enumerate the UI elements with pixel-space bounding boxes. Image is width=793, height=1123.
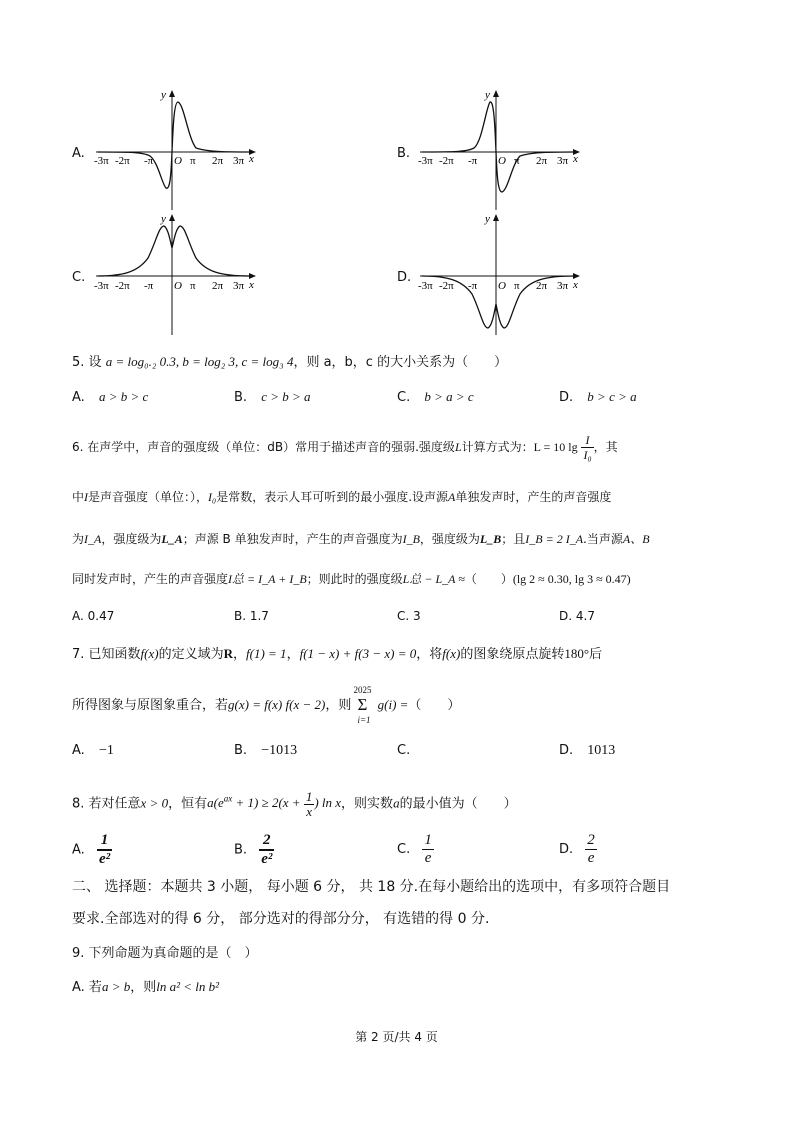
text: ， (233, 647, 247, 662)
var-IB: I_B (402, 532, 420, 546)
hint: (lg 2 ≈ 0.30, lg 3 ≈ 0.47) (512, 572, 631, 586)
origin-label: O (498, 155, 506, 167)
tick-neg2: -2π (439, 280, 454, 292)
var-L: L (454, 440, 462, 454)
option-label: B. (234, 842, 248, 858)
text: ，将 (416, 647, 443, 662)
text: 的图象绕原点旋转 (460, 647, 565, 662)
tick-neg3: -3π (418, 280, 433, 292)
text: 6. 在声学中，声音的强度级（单位：dB）常用于描述声音的强弱.强度级 (72, 440, 455, 454)
text: 中 (72, 490, 85, 504)
var-A: A (448, 490, 456, 504)
text: A. 若 (72, 980, 102, 995)
y-label: y (161, 213, 166, 225)
x-label: x (249, 153, 254, 165)
y-arrow (169, 90, 175, 97)
page-footer: 第 2 页/共 4 页 (355, 1030, 438, 1044)
degree: 180° (564, 646, 590, 661)
text: ，则 (325, 698, 352, 713)
var-a: a (393, 795, 400, 811)
curve (98, 226, 250, 276)
graph-d-label: D. (397, 270, 412, 285)
q8-stem (72, 790, 517, 819)
tick-pos2: 2π (536, 155, 548, 167)
y-label: y (485, 89, 490, 101)
expr: f(1 − x) + f(3 − x) = 0 (299, 646, 417, 661)
text: 计算方式为： (461, 440, 534, 454)
q6-line4 (72, 570, 631, 587)
q7-option-c[interactable] (397, 743, 420, 759)
tick-pos3: 3π (233, 155, 245, 167)
text: ；且 (501, 532, 526, 546)
q6-line1 (72, 433, 618, 462)
q8-option-a[interactable] (72, 832, 112, 868)
formula-lhs: L = 10 lg (533, 440, 578, 454)
text: ， (286, 647, 300, 662)
frac-den: e² (98, 851, 111, 867)
option-label: A. (72, 743, 85, 758)
expr-total: I总 = I_A + I_B (228, 572, 307, 586)
option-text: b > c > a (587, 389, 637, 404)
formula-fraction (581, 433, 593, 462)
expr: ln a² < ln b² (156, 979, 220, 994)
q7-line2 (72, 684, 461, 725)
tick-neg1: -π (144, 155, 154, 167)
option-label: B. (234, 743, 248, 758)
q7-option-b[interactable] (234, 743, 297, 759)
text: 所得图象与原图象重合，若 (72, 698, 229, 713)
ineq-part: + 1) ≥ 2(x + (235, 795, 301, 811)
graph-c-label: C. (72, 270, 86, 285)
graph-c (88, 210, 268, 338)
condition: a > b (101, 979, 131, 994)
text: 7. 已知函数 (72, 647, 141, 662)
q8-option-d[interactable] (559, 832, 597, 867)
option-label: D. (559, 842, 574, 857)
var-IA: I_A (84, 532, 102, 546)
sum-body: g(i) = (377, 697, 409, 712)
text: 后 (589, 647, 603, 662)
text: ，强度级为 (419, 532, 480, 546)
y-arrow (493, 214, 499, 221)
tick-neg1: -π (468, 280, 478, 292)
q6-option-b[interactable]: B. 1.7 (234, 609, 269, 623)
set-R: R (223, 646, 233, 661)
q7-option-a[interactable] (72, 743, 114, 759)
graph-b-label: B. (397, 146, 411, 161)
inequality (207, 789, 342, 819)
q5-option-c[interactable] (397, 389, 474, 405)
y-arrow (493, 90, 499, 97)
frac-den: e (424, 850, 432, 866)
tick-neg2: -2π (115, 155, 130, 167)
text: （ ） (464, 572, 513, 586)
q8-option-c[interactable] (397, 832, 434, 867)
curve (98, 102, 250, 188)
tick-neg1: -π (144, 280, 154, 292)
option-fraction (259, 832, 274, 868)
tick-neg3: -3π (418, 155, 433, 167)
option-label: C. (397, 743, 411, 758)
tick-neg1: -π (468, 155, 478, 167)
frac-num: 2 (259, 832, 274, 851)
tick-pos1: π (514, 155, 520, 167)
tick-pos2: 2π (212, 280, 224, 292)
frac-den: e² (261, 851, 273, 867)
text: （ ） (408, 698, 461, 713)
q9-stem: 9. 下列命题为真命题的是（ ） (72, 946, 258, 961)
frac-num: 2 (587, 832, 595, 848)
var-AB: A、B (622, 532, 650, 546)
text: ；则此时的强度级 (306, 572, 403, 586)
frac-num: 1 (424, 832, 432, 848)
option-text: 1013 (587, 743, 616, 758)
x-label: x (249, 279, 254, 291)
origin-label: O (174, 280, 182, 292)
sum-bottom: i=1 (357, 714, 371, 725)
relation: I_B = 2 I_A (525, 532, 584, 546)
q7-line1 (72, 643, 602, 662)
curve (422, 102, 574, 192)
ineq-part: ) ln x (314, 795, 342, 811)
tick-pos1: π (190, 280, 196, 292)
option-fraction (97, 832, 112, 868)
q9-option-a[interactable] (72, 976, 219, 995)
option-text: b > a > c (424, 389, 474, 404)
frac-den: I₀ (583, 448, 592, 462)
text: 是常数，表示人耳可听到的最小强度.设声源 (216, 490, 449, 504)
y-label: y (485, 213, 490, 225)
origin-label: O (174, 155, 182, 167)
option-label: C. (397, 842, 411, 857)
text: 的最小值为（ ） (399, 796, 517, 812)
origin-label: O (498, 280, 506, 292)
text: ；声源 B 单独发声时，产生的声音强度为 (182, 532, 403, 546)
option-fraction (422, 832, 434, 867)
tick-neg3: -3π (94, 155, 109, 167)
sum-symbol: 2025 Σ i=1 (353, 684, 372, 725)
option-label: A. (72, 842, 85, 858)
q5-expr: a = log₀.₂ 0.3, b = log₂ 3, c = log₃ 4 (105, 354, 294, 369)
sum-top: 2025 (353, 684, 372, 695)
expr: f(1) = 1 (246, 646, 287, 661)
frac-num: 1 (97, 832, 112, 851)
option-fraction (585, 832, 597, 867)
expr: g(x) = f(x) f(x − 2) (228, 697, 326, 712)
expr-diff: L总 − L_A ≈ (402, 572, 465, 586)
option-text: −1013 (261, 743, 298, 758)
ineq-sup: ax (223, 794, 233, 805)
x-label: x (573, 153, 578, 165)
q5-option-d[interactable] (559, 389, 637, 405)
option-text: c > b > a (261, 389, 311, 404)
text: 为 (72, 532, 85, 546)
expr: f(x) (140, 646, 159, 661)
tick-pos2: 2π (536, 280, 548, 292)
q5-option-a[interactable] (72, 389, 148, 405)
option-label: C. (397, 390, 411, 405)
text: ，强度级为 (101, 532, 162, 546)
q5-tail: ，则 a，b，c 的大小关系为（ ） (293, 355, 508, 370)
var-LB: L_B (479, 532, 502, 546)
expr: f(x) (442, 646, 461, 661)
graph-d (412, 210, 592, 338)
condition: x > 0 (140, 795, 169, 811)
ineq-part: a(e (207, 795, 224, 811)
tick-neg2: -2π (115, 280, 130, 292)
tick-pos3: 3π (557, 280, 569, 292)
option-label: B. (234, 390, 248, 405)
text: .当声源 (583, 532, 623, 546)
var-I: I (84, 490, 89, 504)
option-label: D. (559, 743, 574, 758)
text: ，则实数 (341, 796, 394, 812)
y-arrow (169, 214, 175, 221)
tick-pos2: 2π (212, 155, 224, 167)
y-label: y (161, 89, 166, 101)
tick-neg2: -2π (439, 155, 454, 167)
q5-stem (72, 351, 507, 370)
tick-pos3: 3π (233, 280, 245, 292)
option-label: D. (559, 390, 574, 405)
q6-line2: 中I是声音强度（单位：），I₀是常数，表示人耳可听到的最小强度.设声源A单独发声时，产生的声音强度 (72, 490, 612, 504)
frac-num: 1 (305, 789, 313, 804)
section2-line1: 二、 选择题：本题共 3 小题， 每小题 6 分， 共 18 分.在每小题给出的选项中，有多项符合题目 (72, 879, 671, 895)
text: 单独发声时，产生的声音强度 (455, 490, 612, 504)
q5-option-b[interactable] (234, 389, 311, 405)
graph-b (412, 88, 592, 213)
text: ，恒有 (168, 796, 208, 812)
option-label: A. (72, 390, 85, 405)
text: 8. 若对任意 (72, 796, 141, 812)
tick-neg3: -3π (94, 280, 109, 292)
q5-num: 5. 设 (72, 355, 102, 370)
q6-option-a[interactable]: A. 0.47 (72, 609, 115, 623)
option-text: −1 (98, 743, 114, 758)
text: 是声音强度（单位：） (88, 490, 197, 504)
graph-a (88, 88, 268, 213)
q6-option-c[interactable]: C. 3 (397, 609, 421, 623)
text: ，则 (130, 980, 157, 995)
ineq-fraction (304, 790, 315, 819)
tick-pos3: 3π (557, 155, 569, 167)
frac-num: I (581, 433, 593, 448)
q6-option-d[interactable]: D. 4.7 (559, 609, 595, 623)
q8-option-b[interactable] (234, 832, 274, 868)
text: 同时发声时，产生的声音强度 (72, 572, 229, 586)
frac-den: x (306, 804, 312, 819)
var-LA: L_A (161, 532, 183, 546)
tick-pos1: π (514, 280, 520, 292)
section2-line2: 要求.全部选对的得 6 分， 部分选对的得部分分， 有选错的得 0 分. (72, 911, 490, 927)
q6-line3 (72, 530, 650, 547)
x-label: x (573, 279, 578, 291)
tick-pos1: π (190, 155, 196, 167)
q7-option-d[interactable] (559, 743, 615, 759)
graph-a-label: A. (72, 146, 85, 161)
text: 的定义域为 (158, 647, 224, 662)
text: ，其 (593, 440, 618, 454)
frac-den: e (587, 850, 595, 866)
var-I0: I₀ (208, 490, 217, 504)
option-text: a > b > c (98, 389, 149, 404)
